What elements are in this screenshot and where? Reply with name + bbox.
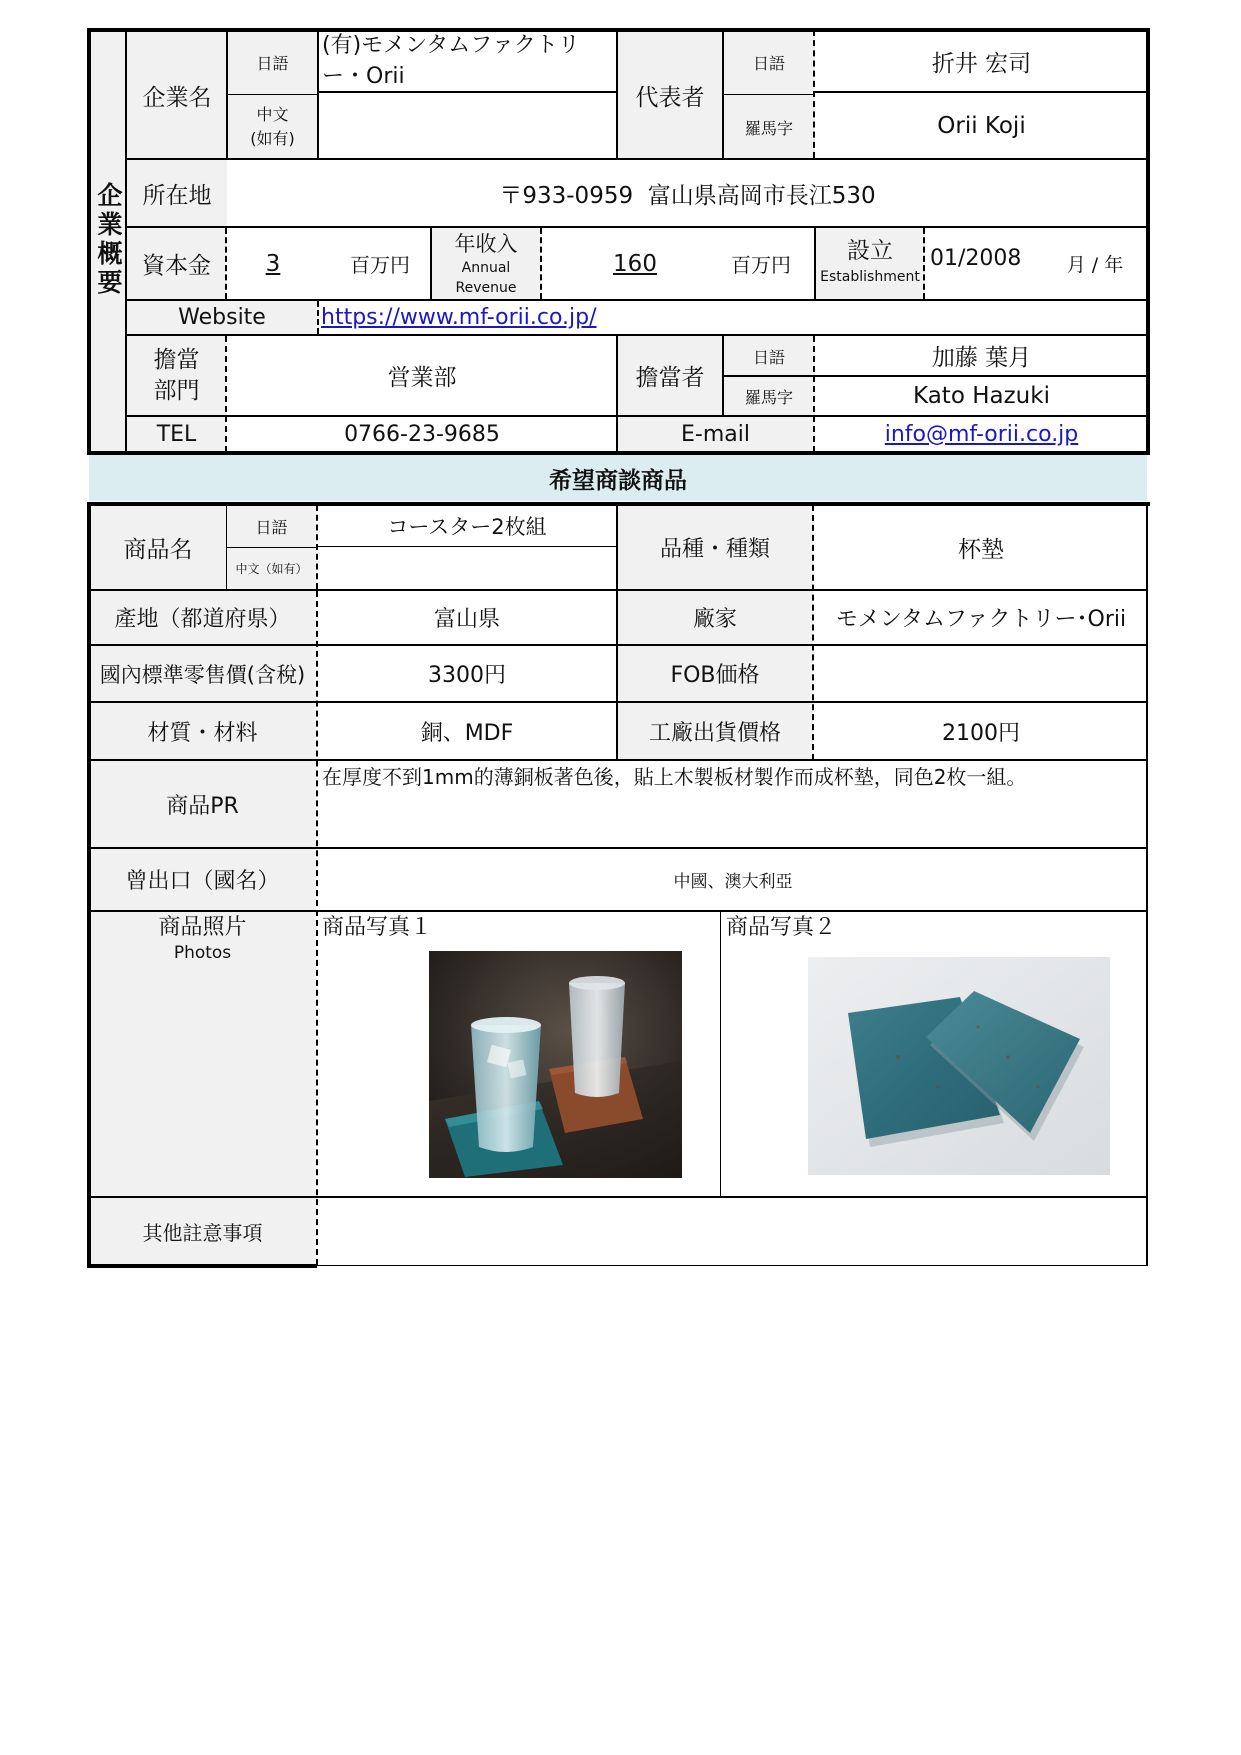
product-photo-2	[808, 957, 1110, 1175]
retail-label: 國內標準零售價(含稅)	[99, 662, 306, 687]
export-value: 中國、澳大利亞	[673, 872, 793, 892]
lang-zh-label	[227, 95, 318, 159]
photo1-label: 商品写真１	[322, 915, 433, 940]
est-value: 01/2008	[930, 245, 1022, 271]
tel-label: TEL	[156, 421, 197, 447]
tel-value: 0766-23-9685	[344, 421, 500, 447]
fob-value	[814, 646, 1148, 701]
origin-value: 富山県	[433, 607, 500, 632]
revenue-label-en-2: Revenue	[455, 279, 517, 296]
lang-zh-note: (如有)	[250, 129, 295, 148]
product-name-zh	[318, 548, 616, 589]
rep-name-romaji: Orii Koji	[937, 112, 1026, 139]
email-cell	[815, 417, 1148, 451]
est-unit: 月 / 年	[1066, 254, 1124, 276]
product-heading: 希望商談商品	[549, 467, 687, 494]
photos-label-en: Photos	[173, 943, 232, 963]
address-label: 所在地	[142, 182, 212, 209]
est-label-en: Establishment	[820, 268, 920, 285]
capital-value: 3	[265, 250, 281, 277]
category-value: 杯墊	[958, 537, 1004, 563]
maker-label: 廠家	[692, 607, 737, 632]
retail-value: 3300円	[428, 663, 506, 688]
email-link[interactable]: info@mf-orii.co.jp	[884, 421, 1079, 447]
origin-label: 產地（都道府県）	[114, 607, 291, 632]
capital-label: 資本金	[142, 253, 211, 279]
section-label-company	[89, 160, 127, 320]
address-value: 〒933-0959 富山県高岡市長江530	[499, 182, 876, 209]
dept-label	[127, 336, 226, 415]
capital-unit: 百万円	[350, 253, 410, 277]
company-name-label: 企業名	[142, 84, 212, 111]
revenue-value: 160	[613, 250, 657, 277]
website-link[interactable]: https://www.mf-orii.co.jp/	[321, 305, 597, 330]
rep-name-ja: 折井 宏司	[931, 50, 1032, 77]
product-name-label: 商品名	[123, 537, 193, 563]
revenue-label	[431, 228, 541, 299]
material-value: 銅、MDF	[420, 720, 514, 746]
contact-label: 擔當者	[635, 365, 705, 391]
website-label: Website	[178, 305, 266, 330]
contact-name-ja: 加藤 葉月	[931, 345, 1032, 371]
revenue-label-ja: 年收入	[454, 231, 518, 256]
export-label: 曾出口（國名）	[125, 869, 280, 894]
rep-label: 代表者	[635, 84, 705, 111]
photo2-label: 商品写真２	[726, 915, 837, 940]
photo-glasses-on-coasters	[429, 951, 682, 1178]
category-label: 品種・種類	[659, 537, 770, 562]
revenue-label-en-1: Annual	[461, 259, 511, 276]
maker-value: モメンタムファクトリー･Orii	[835, 607, 1127, 632]
est-label-ja: 設立	[847, 237, 893, 264]
factory-label: 工廠出貨價格	[648, 720, 781, 746]
product-photo-1	[429, 951, 682, 1178]
pr-label: 商品PR	[166, 793, 239, 819]
lang-ja-label: 日語	[256, 53, 289, 73]
revenue-unit: 百万円	[731, 253, 791, 277]
photos-label	[89, 914, 316, 974]
section-label-text: 企業概要	[94, 182, 123, 298]
fob-label: FOB価格	[670, 663, 760, 688]
company-name-zh	[320, 95, 616, 159]
dept-label-1: 擔當	[153, 346, 200, 373]
product-name-ja: コースター2枚組	[387, 515, 547, 539]
contact-lang-ja: 日語	[752, 347, 785, 367]
dept-label-2: 部門	[153, 377, 200, 404]
dept-value: 営業部	[387, 365, 457, 391]
photos-label-ja: 商品照片	[158, 915, 247, 940]
est-label	[816, 228, 924, 299]
photo-two-coasters	[808, 957, 1110, 1175]
notes-value	[318, 1198, 1146, 1264]
contact-name-romaji: Kato Hazuki	[913, 383, 1050, 409]
rep-lang-romaji: 羅馬字	[744, 118, 793, 138]
lang-zh-text: 中文	[256, 105, 289, 124]
notes-label: 其他註意事項	[142, 1220, 263, 1245]
product-lang-zh: 中文（如有）	[235, 562, 308, 576]
product-lang-ja: 日語	[255, 517, 288, 537]
contact-lang-romaji: 羅馬字	[744, 387, 793, 407]
rep-lang-ja: 日語	[752, 53, 785, 73]
email-label: E-mail	[681, 421, 750, 447]
material-label: 材質・材料	[147, 720, 258, 746]
website-cell	[321, 301, 821, 334]
factory-value: 2100円	[942, 720, 1020, 746]
company-name-ja: (有)モメンタムファクトリー・Orii	[322, 33, 580, 89]
pr-value: 在厚度不到1mm的薄銅板著色後，貼上木製板材製作而成杯墊，同色2枚一組。	[322, 765, 1027, 789]
